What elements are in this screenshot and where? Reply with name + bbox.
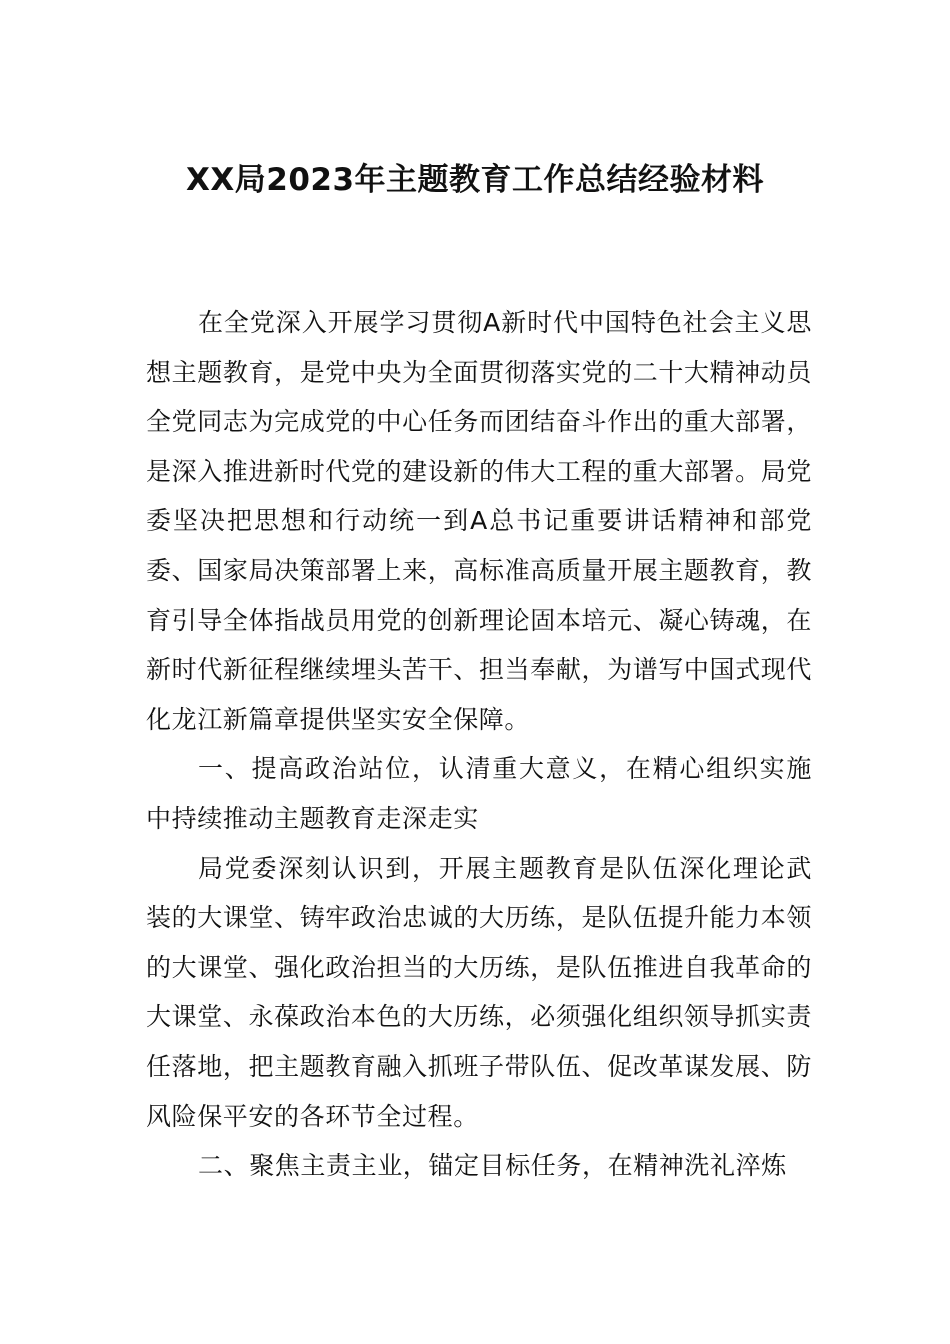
document-title: XX局2023年主题教育工作总结经验材料: [185, 162, 765, 198]
section-heading-2: 二、聚焦主责主业，锚定目标任务，在精神洗礼淬炼: [198, 1151, 787, 1181]
paragraph-section-1: 局党委深刻认识到，开展主题教育是队伍深化理论武装的大课堂、铸牢政治忠诚的大历练，是队伍提升能力本领的大课堂、强化政治担当的大历练，是队伍推进自我革命的大课堂、永葆政治本色的大历练，必须强化组织领导抓实责任落地，把主题教育融入抓班子带队伍、促改革谋发展、防风险保平安的各环节全过程。: [146, 853, 812, 1131]
document-body: [146, 298, 812, 1191]
section-heading-1: 一、提高政治站位，认清重大意义，在精心组织实施中持续推动主题教育走深走实: [146, 754, 812, 833]
paragraph-intro: 在全党深入开展学习贯彻A新时代中国特色社会主义思想主题教育，是党中央为全面贯彻落实党的二十大精神动员全党同志为完成党的中心任务而团结奋斗作出的重大部署，是深入推进新时代党的建设新的伟大工程的重大部署。局党委坚决把思想和行动统一到A总书记重要讲话精神和部党委、国家局决策部署上来，高标准高质量开展主题教育，教育引导全体指战员用党的创新理论固本培元、凝心铸魂，在新时代新征程继续埋头苦干、担当奉献，为谱写中国式现代化龙江新篇章提供坚实安全保障。: [146, 308, 812, 734]
